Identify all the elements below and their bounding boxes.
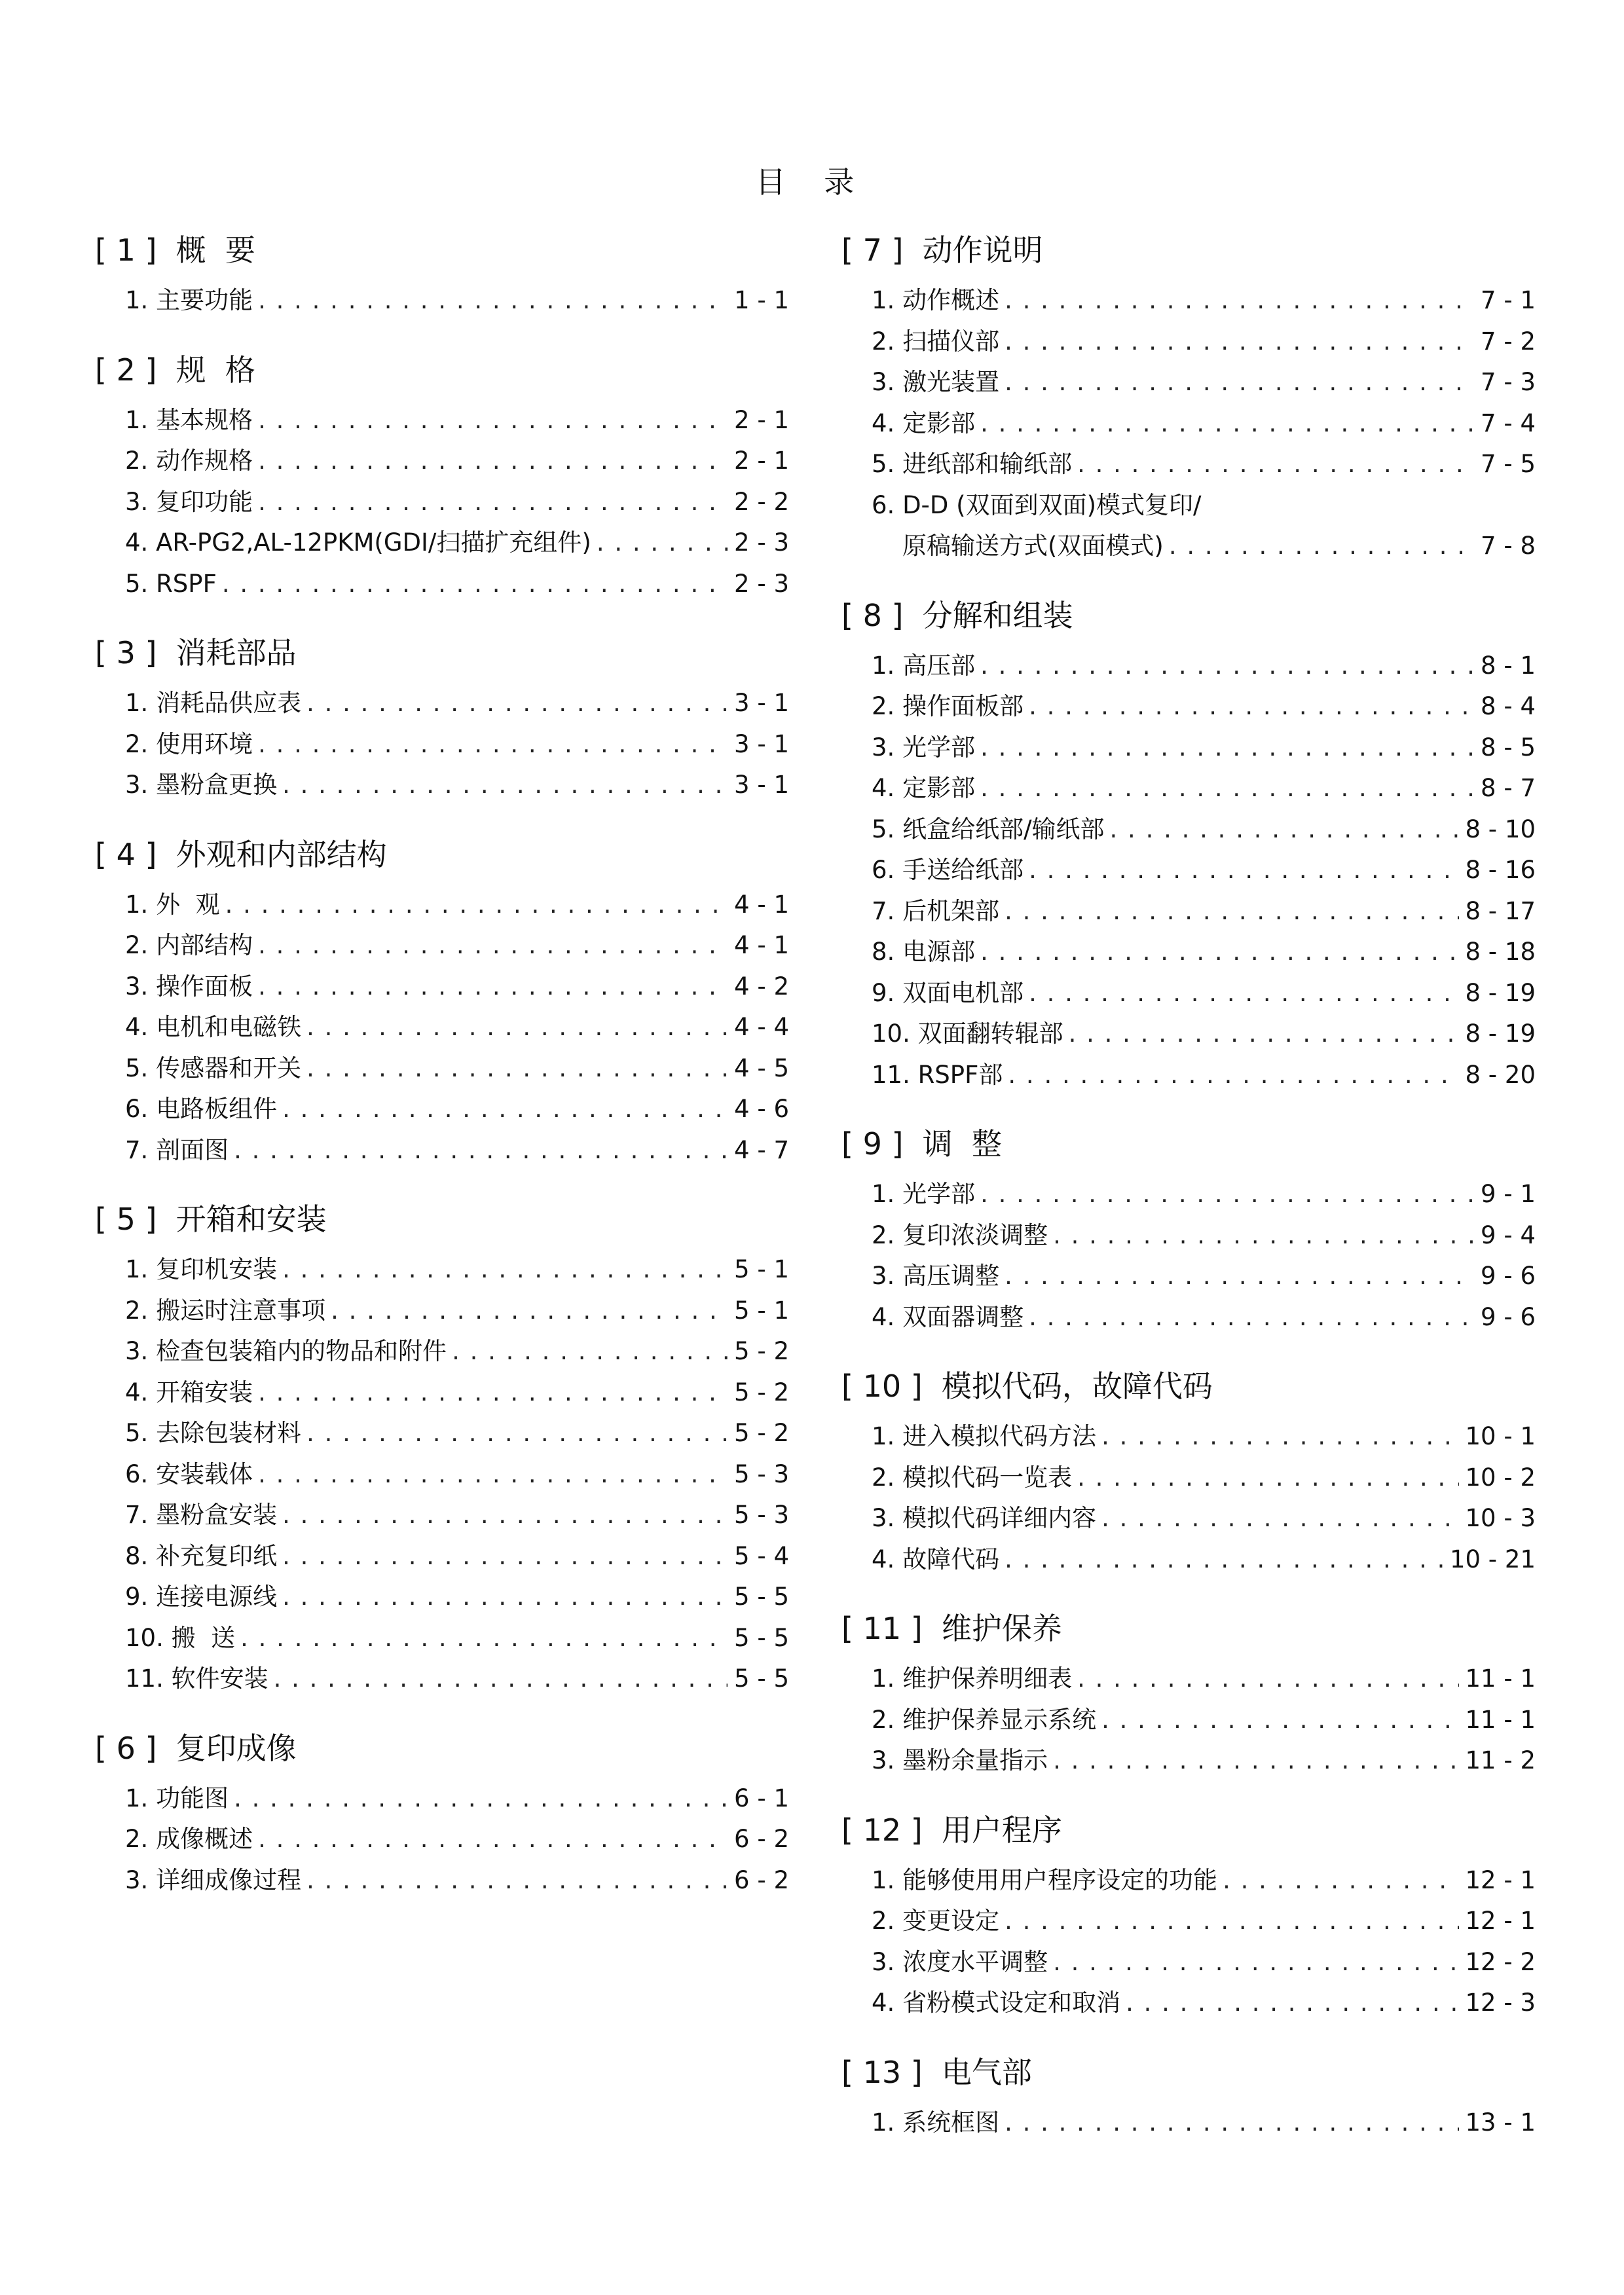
dot-leader — [1077, 1659, 1458, 1699]
entry-label: 2. 操作面板部 — [872, 692, 1024, 720]
entry-label: 1. 外 观 — [125, 890, 220, 919]
section-heading[interactable]: [ 2 ] 规 格 — [95, 352, 255, 388]
toc-entry[interactable] — [95, 1454, 789, 1496]
section-heading[interactable]: [ 4 ] 外观和内部结构 — [95, 836, 387, 872]
toc-section — [841, 1124, 1536, 1338]
entry-page-number: 9 - 1 — [1481, 1180, 1536, 1208]
section-heading[interactable]: [ 8 ] 分解和组装 — [841, 597, 1073, 633]
toc-entry[interactable] — [841, 768, 1536, 809]
entry-page-number: 5 - 5 — [734, 1583, 789, 1611]
entry-label: 4. 定影部 — [872, 409, 976, 437]
toc-section — [95, 350, 789, 605]
entry-label: 原稿输送方式(双面模式) — [902, 532, 1164, 560]
toc-entry[interactable] — [841, 1700, 1536, 1741]
toc-entry[interactable] — [95, 925, 789, 966]
dot-leader — [306, 1007, 728, 1048]
entry-label: 1. 功能图 — [125, 1784, 229, 1812]
entry-page-number: 10 - 21 — [1449, 1545, 1536, 1573]
entry-label: 1. 光学部 — [872, 1180, 976, 1208]
dot-leader — [1101, 1700, 1458, 1740]
entry-label: 2. 维护保养显示系统 — [872, 1705, 1097, 1734]
dot-leader — [1005, 1539, 1443, 1580]
toc-entry[interactable] — [841, 1174, 1536, 1215]
entry-label: 3. 高压调整 — [872, 1262, 1000, 1290]
entry-label: 1. 主要功能 — [125, 286, 253, 314]
dot-leader — [282, 765, 728, 805]
toc-entry[interactable] — [95, 1089, 789, 1130]
entry-page-number: 8 - 7 — [1481, 774, 1536, 802]
dot-leader — [258, 966, 728, 1007]
dot-leader — [1005, 280, 1474, 321]
toc-section — [95, 1729, 789, 1901]
entry-page-number: 8 - 19 — [1465, 1019, 1536, 1048]
entry-page-number: 5 - 1 — [734, 1296, 789, 1325]
dot-leader — [258, 925, 728, 966]
toc-entry[interactable] — [95, 683, 789, 724]
entry-label: 2. 复印浓淡调整 — [872, 1221, 1048, 1249]
entry-page-number: 4 - 1 — [734, 931, 789, 959]
dot-leader — [331, 1291, 728, 1331]
dot-leader — [980, 727, 1474, 768]
toc-entry[interactable] — [95, 1331, 789, 1372]
entry-page-number: 7 - 8 — [1481, 532, 1536, 560]
entry-label: 9. 双面电机部 — [872, 978, 1024, 1007]
section-heading[interactable]: [ 6 ] 复印成像 — [95, 1730, 297, 1766]
dot-leader — [1126, 1983, 1458, 2023]
entry-page-number: 4 - 6 — [734, 1095, 789, 1123]
entry-page-number: 8 - 16 — [1465, 856, 1536, 884]
toc-entry[interactable] — [841, 1055, 1536, 1096]
entry-label: 10. 搬 送 — [125, 1623, 236, 1652]
entry-page-number: 7 - 3 — [1481, 368, 1536, 396]
dot-leader — [258, 441, 728, 481]
toc-right-column — [841, 230, 1536, 2172]
entry-label: 8. 补充复印纸 — [125, 1541, 278, 1570]
entry-page-number: 2 - 1 — [734, 447, 789, 475]
toc-section — [841, 596, 1536, 1096]
entry-label: 1. 维护保养明细表 — [872, 1664, 1073, 1693]
toc-entry[interactable] — [841, 932, 1536, 973]
dot-leader — [1005, 1256, 1474, 1296]
dot-leader — [1005, 2102, 1458, 2143]
toc-entry[interactable] — [95, 885, 789, 926]
entry-label: 2. 动作规格 — [125, 447, 253, 475]
toc-entry[interactable] — [841, 321, 1536, 363]
toc-section — [841, 2053, 1536, 2144]
dot-leader — [1077, 1458, 1458, 1498]
dot-leader — [258, 280, 728, 321]
entry-page-number: 5 - 2 — [734, 1337, 789, 1365]
toc-entry[interactable] — [841, 1860, 1536, 1901]
toc-entry[interactable] — [841, 1659, 1536, 1700]
entry-label: 3. 光学部 — [872, 733, 976, 762]
entry-page-number: 10 - 3 — [1465, 1504, 1536, 1532]
dot-leader — [1110, 809, 1459, 850]
toc-entry[interactable] — [95, 1413, 789, 1454]
entry-page-number: 10 - 1 — [1465, 1422, 1536, 1450]
dot-leader — [1077, 444, 1474, 485]
toc-entry[interactable] — [95, 1130, 789, 1171]
dot-leader — [1008, 1055, 1458, 1095]
dot-leader — [306, 1413, 728, 1454]
entry-page-number: 11 - 2 — [1465, 1746, 1536, 1774]
dot-leader — [597, 523, 728, 563]
dot-leader — [234, 1130, 728, 1171]
entry-label: 2. 搬运时注意事项 — [125, 1296, 326, 1325]
entry-label: 3. 详细成像过程 — [125, 1865, 302, 1894]
entry-page-number: 1 - 1 — [734, 286, 789, 314]
toc-entry[interactable] — [841, 280, 1536, 321]
toc-section — [95, 1200, 789, 1700]
entry-label: 2. 扫描仪部 — [872, 327, 1000, 356]
entry-label: 7. 后机架部 — [872, 896, 1000, 925]
toc-entry[interactable] — [841, 444, 1536, 485]
dot-leader — [1029, 850, 1458, 890]
dot-leader — [1029, 686, 1474, 727]
entry-page-number: 5 - 3 — [734, 1460, 789, 1488]
entry-label: 11. RSPF部 — [872, 1060, 1003, 1089]
toc-section — [841, 230, 1536, 567]
dot-leader — [980, 768, 1474, 809]
dot-leader — [240, 1618, 728, 1659]
entry-page-number: 12 - 1 — [1465, 1907, 1536, 1935]
entry-page-number: 7 - 2 — [1481, 327, 1536, 356]
toc-entry[interactable] — [841, 1740, 1536, 1782]
entry-label: 9. 连接电源线 — [125, 1583, 278, 1611]
toc-entry[interactable] — [841, 1297, 1536, 1338]
entry-page-number: 12 - 3 — [1465, 1989, 1536, 2017]
entry-label: 4. 电机和电磁铁 — [125, 1013, 302, 1041]
entry-page-number: 8 - 18 — [1465, 938, 1536, 966]
entry-label: 7. 墨粉盒安装 — [125, 1501, 278, 1529]
entry-page-number: 4 - 1 — [734, 890, 789, 919]
toc-entry[interactable] — [841, 727, 1536, 769]
toc-entry[interactable] — [95, 1291, 789, 1332]
toc-entry[interactable] — [95, 1860, 789, 1901]
section-heading[interactable]: [ 12 ] 用户程序 — [841, 1812, 1062, 1848]
entry-page-number: 7 - 1 — [1481, 286, 1536, 314]
dot-leader — [1169, 526, 1474, 566]
entry-label: 3. 墨粉盒更换 — [125, 771, 278, 799]
entry-page-number: 5 - 1 — [734, 1255, 789, 1283]
dot-leader — [1101, 1498, 1458, 1539]
entry-label: 3. 操作面板 — [125, 972, 253, 1001]
entry-label: 4. 定影部 — [872, 774, 976, 802]
dot-leader — [306, 1860, 728, 1901]
dot-leader — [980, 403, 1474, 444]
entry-page-number: 4 - 7 — [734, 1135, 789, 1164]
page-title: 目 录 — [755, 164, 869, 200]
dot-leader — [282, 1495, 728, 1535]
toc-entry[interactable] — [841, 646, 1536, 687]
toc-entry[interactable] — [95, 1372, 789, 1414]
toc-entry[interactable] — [95, 1536, 789, 1577]
entry-page-number: 8 - 17 — [1465, 896, 1536, 925]
dot-leader — [1029, 1297, 1474, 1338]
entry-label: 3. 模拟代码详细内容 — [872, 1504, 1097, 1532]
toc-entry[interactable] — [95, 400, 789, 441]
toc-entry[interactable] — [841, 1014, 1536, 1055]
entry-label: 2. 成像概述 — [125, 1825, 253, 1853]
dot-leader — [258, 482, 728, 523]
section-heading[interactable]: [ 1 ] 概 要 — [95, 232, 255, 268]
entry-page-number: 8 - 5 — [1481, 733, 1536, 762]
toc-section — [95, 230, 789, 321]
toc-entry[interactable] — [841, 973, 1536, 1014]
entry-label: 11. 软件安装 — [125, 1664, 268, 1693]
entry-label: 10. 双面翻转辊部 — [872, 1019, 1063, 1048]
entry-label: 1. 能够使用用户程序设定的功能 — [872, 1865, 1218, 1894]
toc-entry[interactable] — [841, 891, 1536, 932]
dot-leader — [282, 1536, 728, 1577]
toc-entry[interactable] — [841, 485, 1536, 526]
toc-entry[interactable] — [95, 441, 789, 482]
dot-leader — [1223, 1860, 1458, 1901]
entry-label: 2. 模拟代码一览表 — [872, 1463, 1073, 1492]
entry-page-number: 12 - 1 — [1465, 1865, 1536, 1894]
toc-entry[interactable] — [95, 1618, 789, 1659]
entry-page-number: 11 - 1 — [1465, 1664, 1536, 1693]
toc-entry[interactable] — [841, 2102, 1536, 2144]
dot-leader — [1029, 973, 1458, 1014]
toc-entry[interactable] — [95, 1495, 789, 1536]
entry-label: 1. 消耗品供应表 — [125, 689, 302, 717]
entry-label: 5. 去除包装材料 — [125, 1419, 302, 1447]
entry-label: 2. 使用环境 — [125, 729, 253, 758]
entry-page-number: 3 - 1 — [734, 729, 789, 758]
entry-label: 3. 检查包装箱内的物品和附件 — [125, 1337, 447, 1365]
section-heading[interactable]: [ 13 ] 电气部 — [841, 2054, 1032, 2090]
entry-page-number: 5 - 5 — [734, 1623, 789, 1652]
toc-entry[interactable] — [95, 1778, 789, 1820]
dot-leader — [225, 885, 728, 925]
section-heading[interactable]: [ 9 ] 调 整 — [841, 1126, 1002, 1162]
toc-section — [841, 1609, 1536, 1782]
toc-entry[interactable] — [95, 1048, 789, 1090]
entry-page-number: 6 - 2 — [734, 1825, 789, 1853]
toc-entry[interactable] — [841, 686, 1536, 727]
toc-entry[interactable] — [95, 1007, 789, 1048]
entry-page-number: 2 - 3 — [734, 528, 789, 557]
entry-label: 6. 手送给纸部 — [872, 856, 1024, 884]
entry-page-number: 3 - 1 — [734, 771, 789, 799]
entry-page-number: 6 - 2 — [734, 1865, 789, 1894]
toc-entry[interactable] — [841, 1901, 1536, 1942]
dot-leader — [258, 1372, 728, 1413]
entry-page-number: 5 - 3 — [734, 1501, 789, 1529]
toc-entry[interactable] — [841, 403, 1536, 445]
entry-page-number: 5 - 4 — [734, 1541, 789, 1570]
dot-leader — [1053, 1215, 1474, 1256]
toc-entry[interactable] — [841, 1215, 1536, 1257]
dot-leader — [980, 1174, 1474, 1215]
dot-leader — [282, 1577, 728, 1617]
entry-label: 5. RSPF — [125, 569, 217, 598]
toc-entry[interactable] — [95, 1819, 789, 1860]
entry-label: 4. 省粉模式设定和取消 — [872, 1989, 1121, 2017]
dot-leader — [1005, 1901, 1458, 1941]
entry-page-number: 9 - 6 — [1481, 1302, 1536, 1331]
entry-label: 2. 变更设定 — [872, 1907, 1000, 1935]
entry-page-number: 8 - 20 — [1465, 1060, 1536, 1089]
entry-page-number: 4 - 2 — [734, 972, 789, 1001]
toc-entry[interactable] — [841, 1256, 1536, 1297]
toc-entry[interactable] — [841, 362, 1536, 403]
entry-page-number: 9 - 6 — [1481, 1262, 1536, 1290]
entry-label: 4. 开箱安装 — [125, 1378, 253, 1406]
entry-label: 7. 剖面图 — [125, 1135, 229, 1164]
entry-page-number: 4 - 4 — [734, 1013, 789, 1041]
toc-entry[interactable] — [95, 280, 789, 321]
dot-leader — [980, 646, 1474, 686]
entry-label: 3. 激光装置 — [872, 368, 1000, 396]
entry-label: 2. 内部结构 — [125, 931, 253, 959]
section-heading[interactable]: [ 3 ] 消耗部品 — [95, 635, 297, 670]
entry-page-number: 4 - 5 — [734, 1054, 789, 1082]
section-heading[interactable]: [ 11 ] 维护保养 — [841, 1611, 1062, 1646]
entry-label: 4. 双面器调整 — [872, 1302, 1024, 1331]
toc-entry[interactable] — [95, 765, 789, 806]
toc-entry[interactable] — [95, 564, 789, 605]
toc-left-column — [95, 230, 789, 1930]
entry-page-number: 2 - 2 — [734, 487, 789, 516]
toc-section — [841, 1810, 1536, 2024]
section-heading[interactable]: [ 10 ] 模拟代码，故障代码 — [841, 1368, 1213, 1404]
section-heading[interactable]: [ 7 ] 动作说明 — [841, 232, 1043, 268]
toc-entry[interactable] — [95, 482, 789, 523]
dot-leader — [1053, 1942, 1458, 1983]
toc-entry[interactable] — [95, 724, 789, 765]
dot-leader — [1005, 362, 1474, 403]
entry-page-number: 6 - 1 — [734, 1784, 789, 1812]
entry-page-number: 7 - 4 — [1481, 409, 1536, 437]
entry-page-number: 2 - 1 — [734, 405, 789, 434]
dot-leader — [980, 932, 1458, 972]
toc-entry[interactable] — [95, 966, 789, 1008]
entry-page-number: 2 - 3 — [734, 569, 789, 598]
toc-entry[interactable] — [841, 526, 1536, 567]
dot-leader — [258, 1819, 728, 1860]
entry-page-number: 13 - 1 — [1465, 2108, 1536, 2137]
entry-label: 4. 故障代码 — [872, 1545, 1000, 1573]
entry-page-number: 8 - 10 — [1465, 815, 1536, 843]
entry-page-number: 5 - 2 — [734, 1419, 789, 1447]
entry-label: 1. 复印机安装 — [125, 1255, 278, 1283]
toc-entry[interactable] — [841, 1458, 1536, 1499]
toc-section — [841, 1367, 1536, 1580]
entry-label: 1. 基本规格 — [125, 405, 253, 434]
dot-leader — [1069, 1014, 1459, 1054]
entry-page-number: 12 - 2 — [1465, 1947, 1536, 1976]
toc-entry[interactable] — [95, 1659, 789, 1700]
dot-leader — [282, 1089, 728, 1129]
toc-entry[interactable] — [95, 523, 789, 564]
dot-leader — [282, 1249, 728, 1290]
dot-leader — [1101, 1416, 1458, 1457]
toc-section — [95, 633, 789, 806]
entry-label: 6. 电路板组件 — [125, 1095, 278, 1123]
entry-page-number: 8 - 4 — [1481, 692, 1536, 720]
entry-label: 1. 系统框图 — [872, 2108, 1000, 2137]
entry-label: 1. 高压部 — [872, 651, 976, 680]
entry-label: 6. D-D (双面到双面)模式复印/ — [872, 490, 1202, 519]
entry-label: 3. 墨粉余量指示 — [872, 1746, 1048, 1774]
toc-entry[interactable] — [841, 1539, 1536, 1581]
entry-label: 5. 传感器和开关 — [125, 1054, 302, 1082]
entry-label: 4. AR-PG2,AL-12PKM(GDI/扫描扩充组件) — [125, 528, 591, 557]
toc-section — [95, 835, 789, 1171]
toc-entry[interactable] — [841, 809, 1536, 851]
entry-label: 3. 浓度水平调整 — [872, 1947, 1048, 1976]
toc-entry[interactable] — [841, 1983, 1536, 2024]
entry-page-number: 10 - 2 — [1465, 1463, 1536, 1492]
entry-label: 6. 安装载体 — [125, 1460, 253, 1488]
entry-page-number: 8 - 19 — [1465, 978, 1536, 1007]
dot-leader — [1053, 1740, 1458, 1781]
entry-label: 1. 动作概述 — [872, 286, 1000, 314]
dot-leader — [274, 1659, 728, 1699]
toc-entry[interactable] — [95, 1577, 789, 1618]
entry-page-number: 8 - 1 — [1481, 651, 1536, 680]
section-heading[interactable]: [ 5 ] 开箱和安装 — [95, 1202, 327, 1237]
entry-page-number: 9 - 4 — [1481, 1221, 1536, 1249]
toc-entry[interactable] — [841, 850, 1536, 891]
entry-label: 1. 进入模拟代码方法 — [872, 1422, 1097, 1450]
dot-leader — [258, 1454, 728, 1495]
toc-entry[interactable] — [841, 1942, 1536, 1983]
dot-leader — [452, 1331, 728, 1372]
entry-label: 5. 纸盒给纸部/输纸部 — [872, 815, 1105, 843]
entry-label: 3. 复印功能 — [125, 487, 253, 516]
dot-leader — [234, 1778, 728, 1819]
entry-label: 5. 进纸部和输纸部 — [872, 450, 1073, 478]
entry-label: 8. 电源部 — [872, 938, 976, 966]
dot-leader — [1005, 891, 1458, 932]
dot-leader — [222, 564, 728, 604]
toc-entry[interactable] — [95, 1249, 789, 1291]
dot-leader — [306, 683, 728, 724]
toc-entry[interactable] — [841, 1498, 1536, 1539]
dot-leader — [306, 1048, 728, 1089]
dot-leader — [258, 724, 728, 765]
entry-page-number: 11 - 1 — [1465, 1705, 1536, 1734]
entry-page-number: 3 - 1 — [734, 689, 789, 717]
toc-entry[interactable] — [841, 1416, 1536, 1458]
entry-page-number: 7 - 5 — [1481, 450, 1536, 478]
entry-page-number: 5 - 5 — [734, 1664, 789, 1693]
entry-page-number: 5 - 2 — [734, 1378, 789, 1406]
dot-leader — [258, 400, 728, 441]
dot-leader — [1005, 321, 1474, 362]
